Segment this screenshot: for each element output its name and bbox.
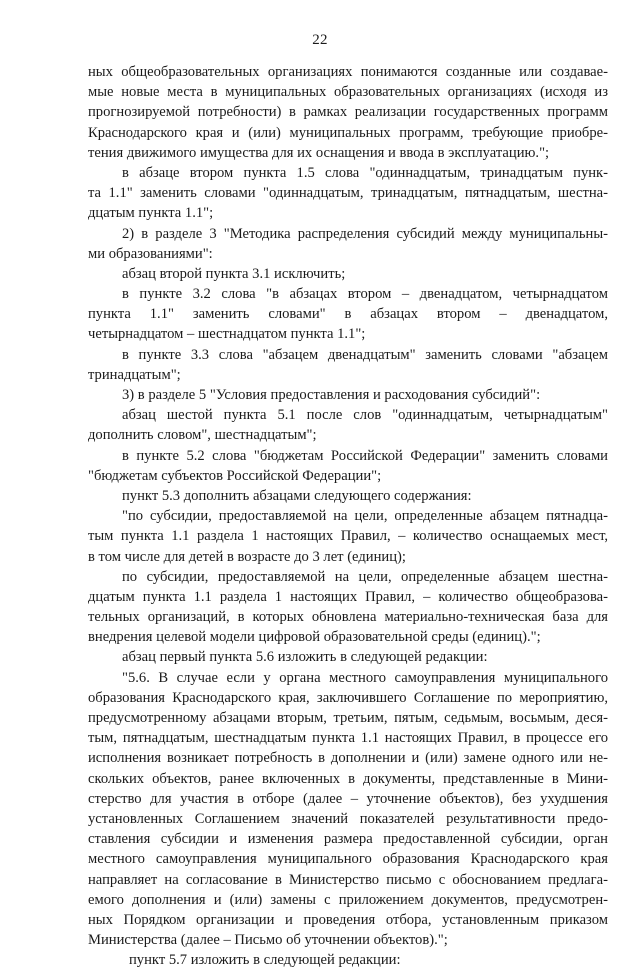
text-line: исполнения возникает потребность в дополнении и (или) замене одного или не- bbox=[88, 750, 608, 767]
text-line: пункта 1.1" заменить словами" в абзацах втором – двенадцатом, bbox=[88, 306, 608, 323]
text-line: Краснодарского края и (или) муниципальных программ, требующие приобре- bbox=[88, 124, 608, 141]
text-line: внедрения целевой модели цифровой образовательной среды (единиц)."; bbox=[88, 629, 541, 646]
text-line: в абзаце втором пункта 1.5 слова "одиннадцатым, тринадцатым пунк- bbox=[122, 164, 608, 181]
text-line: направляет на согласование в Министерство письмо с обоснованием предлага- bbox=[88, 871, 608, 888]
text-line: емого дополнения и (или) замены с приложением документов, предусмотрен- bbox=[88, 891, 608, 908]
text-line: прогнозируемой потребности) в рамках реализации государственных программ bbox=[88, 104, 608, 121]
text-line: тельных организаций, в которых обновлена материально-техническая база для bbox=[88, 609, 608, 626]
text-line: ставления субсидии и изменения размера предоставленной субсидии, орган bbox=[88, 831, 608, 848]
text-line: установленных Соглашением значений показателей результативности предо- bbox=[88, 810, 608, 827]
text-line: мые новые места в муниципальных образовательных организациях (исходя из bbox=[88, 84, 608, 101]
text-line: ных Порядком организации и проведения отбора, установленным приказом bbox=[88, 911, 608, 928]
text-line: стерство для участия в отборе (далее – уточнение объектов), без ухудшения bbox=[88, 790, 608, 807]
text-line: ных общеобразовательных организациях понимаются созданные или создавае- bbox=[88, 64, 608, 80]
text-line: в пункте 3.3 слова "абзацем двенадцатым" заменить словами "абзацем bbox=[122, 346, 608, 363]
text-line: ми образованиями": bbox=[88, 245, 213, 262]
text-line: в том числе для детей в возрасте до 3 лет (единиц); bbox=[88, 548, 406, 565]
text-line: в пункте 5.2 слова "бюджетам Российской Федерации" заменить словами bbox=[122, 447, 608, 464]
text-line: местного самоуправления муниципального образования Краснодарского края bbox=[88, 851, 608, 868]
text-line: "по субсидии, предоставляемой на цели, определенные абзацем пятнадца- bbox=[122, 508, 608, 525]
text-line: абзац первый пункта 5.6 изложить в следующей редакции: bbox=[122, 649, 488, 666]
text-line: абзац шестой пункта 5.1 после слов "одиннадцатым, четырнадцатым" bbox=[122, 407, 608, 424]
text-line: в пункте 3.2 слова "в абзацах втором – двенадцатом, четырнадцатом bbox=[122, 286, 608, 303]
text-line: абзац второй пункта 3.1 исключить; bbox=[122, 265, 346, 282]
text-line: тым, пятнадцатым, шестнадцатым пункта 1.1 настоящих Правил, в процессе его bbox=[88, 730, 608, 747]
text-line: дополнить словом", шестнадцатым"; bbox=[88, 427, 317, 444]
text-line: тринадцатым"; bbox=[88, 366, 181, 383]
text-line: образования Краснодарского края, заключившего Соглашение по мероприятию, bbox=[88, 689, 608, 706]
page-number: 22 bbox=[312, 32, 328, 48]
text-line: Министерства (далее – Письмо об уточнении объектов)."; bbox=[88, 932, 448, 949]
text-line: дцатым пункта 1.1"; bbox=[88, 205, 214, 222]
text-line: та 1.1" заменить словами "одиннадцатым, тринадцатым, пятнадцатым, шестна- bbox=[88, 185, 608, 202]
text-line: тым пункта 1.1 раздела 1 настоящих Правил, – количество оснащаемых мест, bbox=[88, 528, 608, 545]
text-line: четырнадцатом – шестнадцатом пункта 1.1"; bbox=[88, 326, 366, 343]
text-line: скольких объектов, ранее включенных в документы, представленные в Мини- bbox=[88, 770, 608, 787]
text-line: пункт 5.3 дополнить абзацами следующего содержания: bbox=[122, 487, 472, 504]
text-line: пункт 5.7 изложить в следующей редакции: bbox=[129, 952, 401, 969]
text-line: 2) в разделе 3 "Методика распределения субсидий между муниципальны- bbox=[122, 225, 608, 242]
text-line: "бюджетам субъектов Российской Федерации"; bbox=[88, 467, 382, 484]
document-body bbox=[88, 62, 608, 970]
text-line: по субсидии, предоставляемой на цели, определенные абзацем шестна- bbox=[122, 568, 608, 585]
text-line: предусмотренному абзацами вторым, третьим, пятым, седьмым, восьмым, деся- bbox=[88, 710, 608, 726]
text-line: дцатым пункта 1.1 раздела 1 настоящих Правил, – количество общеобразова- bbox=[88, 588, 608, 605]
text-line: 3) в разделе 5 "Условия предоставления и расходования субсидий": bbox=[122, 387, 541, 403]
text-line: тения движимого имущества для их оснащения и ввода в эксплуатацию."; bbox=[88, 144, 550, 161]
text-line: "5.6. В случае если у органа местного самоуправления муниципального bbox=[122, 669, 608, 686]
